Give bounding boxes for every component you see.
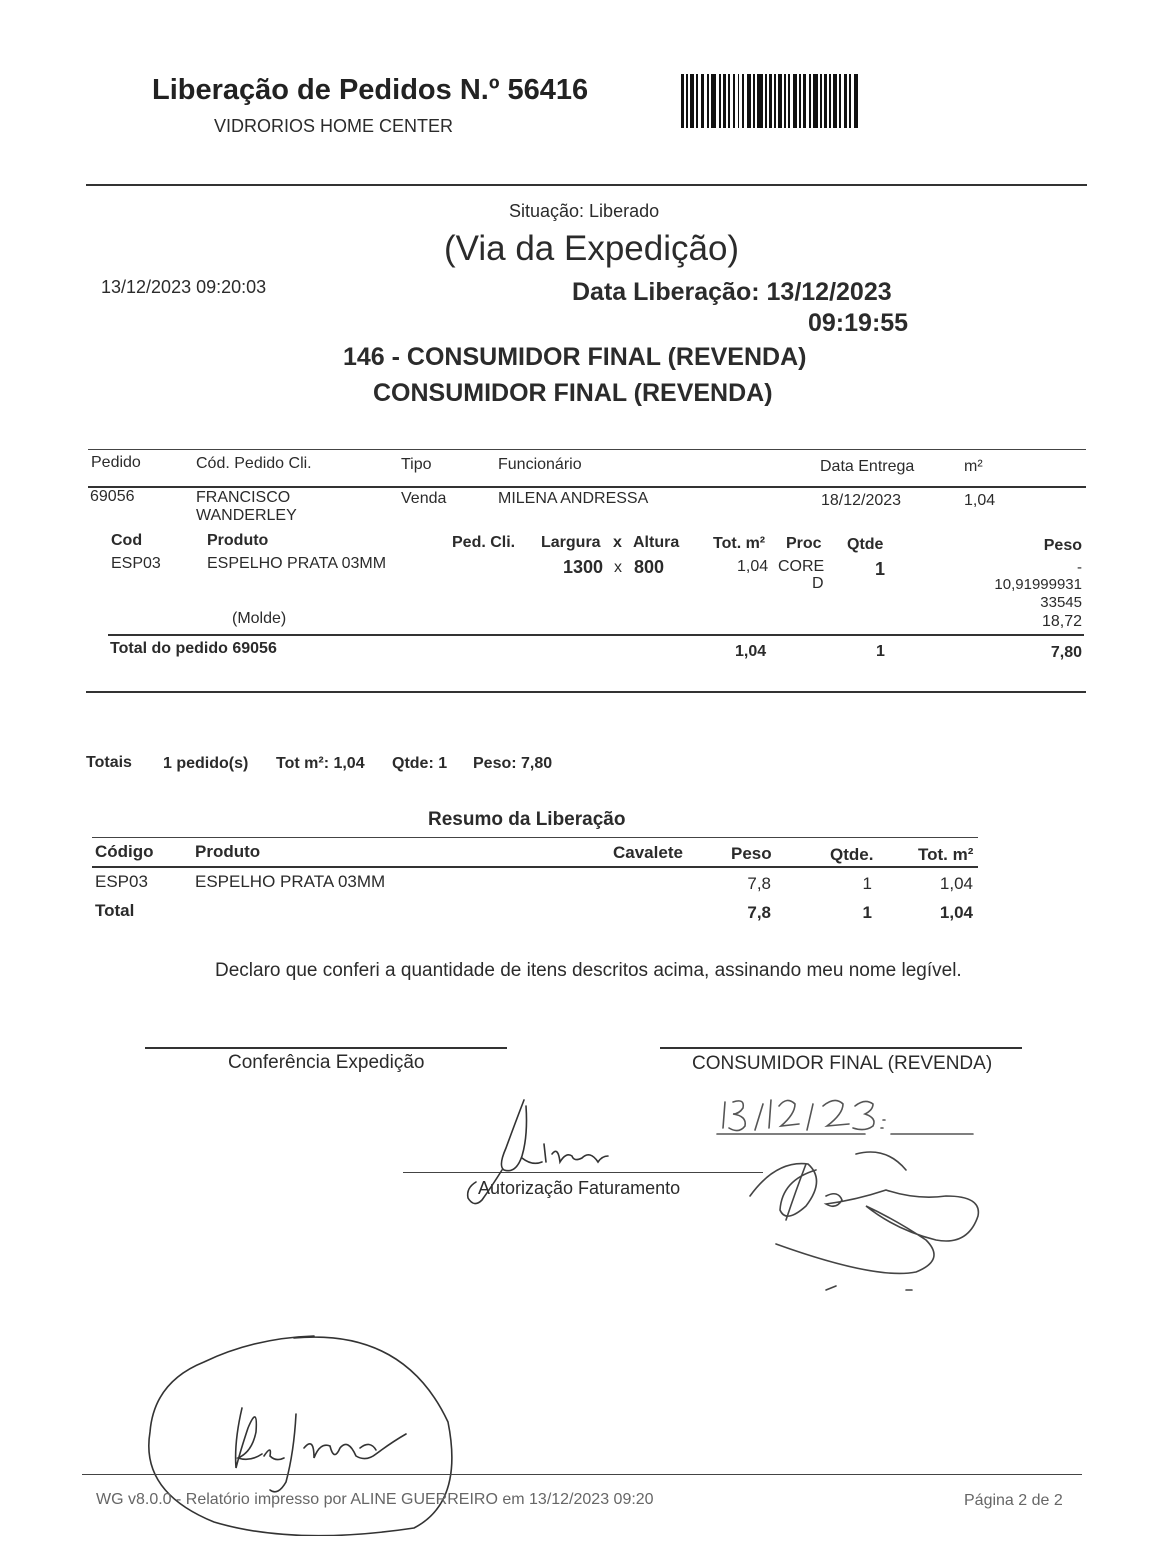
resumo-row-tot-m2: 1,04	[939, 874, 973, 893]
footer-left: WG v8.0.0 - Relatório impresso por ALINE GUERREIRO em 13/12/2023 09:20	[96, 1491, 654, 1508]
resumo-row-peso: 7,8	[747, 874, 771, 893]
resumo-row-codigo: ESP03	[95, 872, 148, 891]
item-peso-2: 10,91999931	[994, 576, 1082, 593]
row-m2: 1,04	[964, 492, 996, 509]
conferencia-label: Conferência Expedição	[228, 1052, 425, 1073]
handwritten-date	[715, 1094, 977, 1136]
item-tot-m2: 1,04	[737, 558, 769, 575]
totais-pedidos: 1 pedido(s)	[163, 755, 249, 772]
resumo-total-label: Total	[95, 901, 135, 920]
report-title: Liberação de Pedidos N.º 56416	[152, 74, 589, 106]
item-col-peso: Peso	[1043, 537, 1082, 554]
barcode-icon	[681, 74, 859, 128]
consumidor-label: CONSUMIDOR FINAL (REVENDA)	[692, 1053, 993, 1074]
col-cod-pedido-cli: Cód. Pedido Cli.	[196, 455, 312, 472]
resumo-col-produto: Produto	[195, 842, 261, 861]
declaration-text: Declaro que conferi a quantidade de itens descritos acima, assinando meu nome legível.	[215, 960, 962, 981]
resumo-col-qtde: Qtde.	[830, 845, 874, 864]
signature-autorizacao	[462, 1096, 622, 1210]
item-cod: ESP03	[111, 555, 161, 572]
item-col-proc: Proc	[786, 535, 822, 552]
signature-consumidor	[746, 1140, 986, 1300]
via-label: (Via da Expedição)	[444, 229, 740, 268]
col-tipo: Tipo	[401, 456, 432, 473]
item-col-qtde: Qtde	[847, 536, 884, 553]
resumo-col-cavalete: Cavalete	[613, 843, 683, 862]
client-line-2: CONSUMIDOR FINAL (REVENDA)	[373, 379, 773, 407]
col-m2: m²	[964, 458, 983, 475]
row-tipo: Venda	[401, 490, 447, 507]
release-time: 09:19:55	[808, 309, 909, 337]
signature-line-consumidor	[660, 1047, 1022, 1049]
totais-m2: Tot m²: 1,04	[276, 755, 365, 772]
table-bottom-border	[86, 691, 1086, 693]
autorizacao-label: Autorização Faturamento	[478, 1178, 681, 1198]
item-col-largura: Largura	[541, 534, 601, 551]
footer-page-number: Página 2 de 2	[964, 1492, 1063, 1509]
total-pedido-m2: 1,04	[735, 643, 767, 660]
item-col-cod: Cod	[111, 532, 143, 549]
item-col-produto: Produto	[207, 532, 269, 549]
row-pedido: 69056	[90, 488, 135, 505]
total-pedido-qtde: 1	[876, 643, 885, 660]
release-date: Data Liberação: 13/12/2023	[572, 278, 892, 306]
col-data-entrega: Data Entrega	[820, 458, 915, 475]
signature-line-conferencia	[145, 1047, 507, 1049]
row-cod-cli-2: WANDERLEY	[196, 507, 297, 524]
resumo-row-qtde: 1	[862, 874, 872, 893]
item-largura: 1300	[563, 557, 604, 577]
status-label: Situação: Liberado	[509, 201, 660, 221]
item-col-x: x	[613, 534, 622, 551]
resumo-title: Resumo da Liberação	[428, 809, 626, 830]
item-peso-3: 33545	[1040, 594, 1082, 611]
item-proc-2: D	[812, 575, 824, 592]
header-divider	[86, 184, 1087, 186]
col-funcionario: Funcionário	[498, 456, 582, 473]
print-timestamp: 13/12/2023 09:20:03	[101, 277, 267, 297]
table-top-border	[88, 449, 1086, 450]
item-col-ped-cli: Ped. Cli.	[452, 534, 516, 551]
row-cod-cli-1: FRANCISCO	[196, 489, 291, 506]
item-x: x	[614, 559, 622, 576]
totais-peso: Peso: 7,80	[473, 755, 553, 772]
resumo-total-peso: 7,8	[747, 903, 771, 922]
resumo-col-codigo: Código	[95, 842, 154, 861]
table-header-divider	[88, 486, 1086, 488]
total-pedido-peso: 7,80	[1050, 644, 1082, 661]
resumo-row-produto: ESPELHO PRATA 03MM	[195, 872, 386, 891]
footer-divider	[82, 1474, 1082, 1475]
totais-qtde: Qtde: 1	[392, 755, 448, 772]
total-divider	[108, 634, 1084, 636]
item-proc-1: CORE	[778, 558, 825, 575]
client-line-1: 146 - CONSUMIDOR FINAL (REVENDA)	[343, 343, 807, 371]
col-pedido: Pedido	[91, 454, 141, 471]
company-name: VIDRORIOS HOME CENTER	[214, 116, 454, 136]
item-col-altura: Altura	[633, 534, 680, 551]
item-altura: 800	[634, 557, 665, 577]
resumo-col-tot-m2: Tot. m²	[918, 845, 974, 864]
resumo-top-border	[92, 837, 978, 838]
item-molde: (Molde)	[232, 610, 287, 627]
resumo-col-peso: Peso	[731, 844, 772, 863]
row-funcionario: MILENA ANDRESSA	[498, 490, 649, 507]
item-produto: ESPELHO PRATA 03MM	[207, 555, 387, 572]
item-peso-1: -	[1077, 559, 1082, 576]
total-pedido-label: Total do pedido 69056	[110, 640, 277, 657]
totais-label: Totais	[86, 754, 132, 771]
item-peso-4: 18,72	[1041, 613, 1082, 630]
item-col-tot-m2: Tot. m²	[713, 535, 766, 552]
resumo-header-divider	[92, 866, 978, 868]
resumo-total-qtde: 1	[862, 903, 872, 922]
row-data-entrega: 18/12/2023	[821, 492, 902, 509]
resumo-total-tot-m2: 1,04	[939, 903, 973, 922]
item-qtde: 1	[875, 559, 886, 579]
